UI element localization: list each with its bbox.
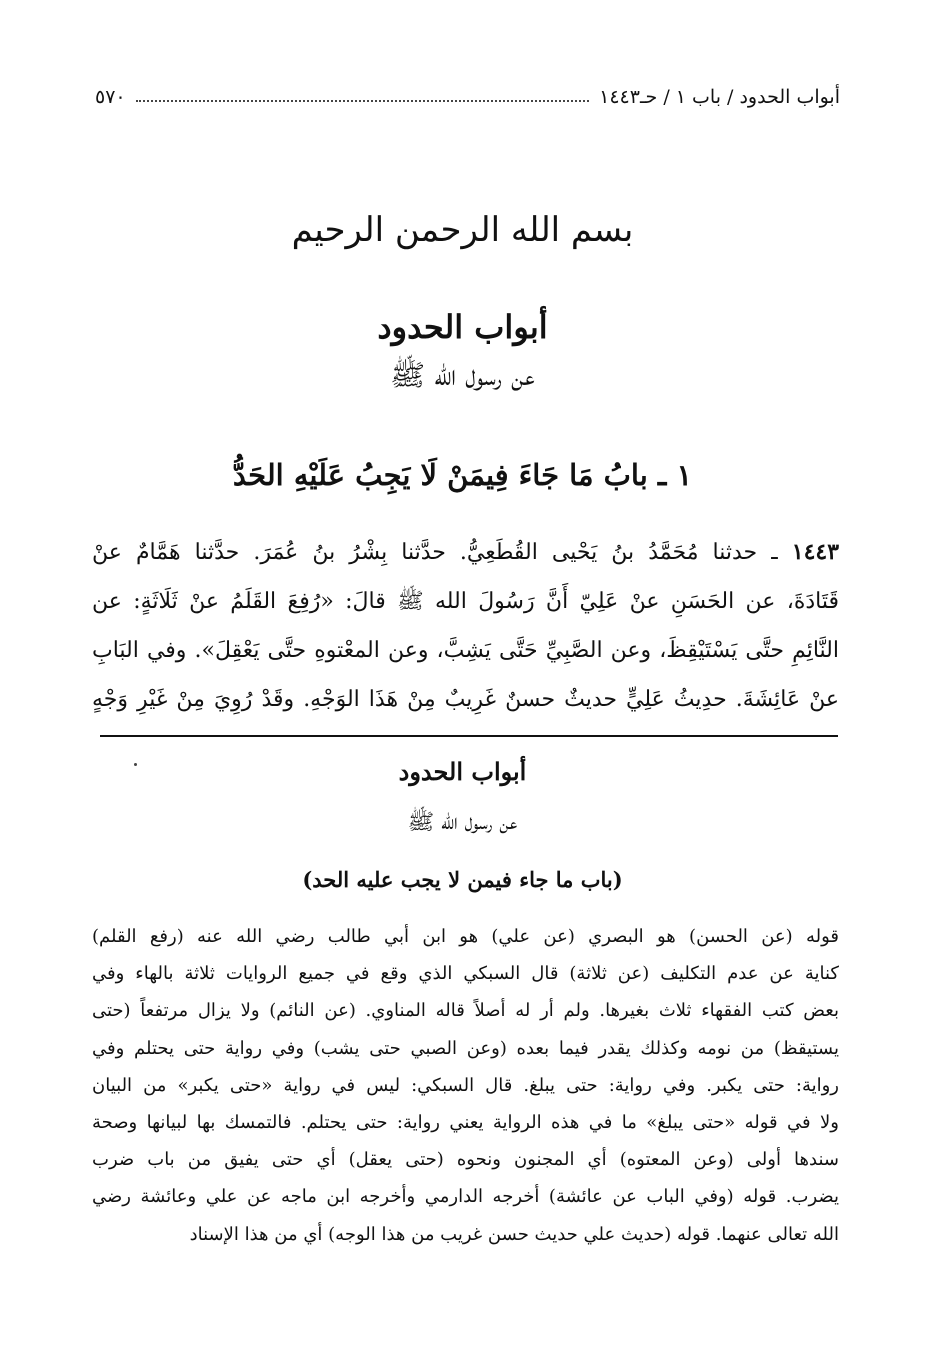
dotted-leader [136, 100, 590, 102]
running-header [95, 80, 840, 114]
book-subtitle: عن رسول الله ﷺ [390, 358, 535, 392]
hadith-line: النَّائِمِ حتَّى يَسْتَيْقِظَ، وعن الصَّبِيِّ حَتَّى يَشِبَّ، وعن المعْتوهِ حتَّى يَعْقِلَ». وفي البَابِ [92, 638, 839, 663]
commentary-line: الله تعالى عنهما. قوله (حديث علي حديث حسن غريب من هذا الوجه) أي من هذا الإسناد [189, 1223, 839, 1245]
running-header-title: أبواب الحدود / باب ١ / حـ١٤٤٣ [599, 86, 840, 108]
commentary-subtitle: عن رسول الله ﷺ [407, 810, 518, 835]
commentary-line: يستيقظ) من نومه وكذلك يقدر فيما بعده (وعن الصبي حتى يشب) وفي رواية حتى يحتلم وفي [92, 1037, 839, 1059]
book-title: أبواب الحدود [377, 308, 548, 346]
hadith-line: عنْ عَائِشَةَ. حدِيثُ عَلِيٍّ حديثٌ حسنٌ غَرِيبٌ مِنْ هَذَا الوَجْهِ. وقَدْ رُوِيَ مِنْ غَيْرِ وَجْهٍ [92, 687, 839, 712]
hadith-line-text: ـ حدثنا مُحَمَّدُ بنُ يَحْيى القُطَعِيُّ. حدَّثنا بِشْرُ بنُ عُمَرَ. حدَّثنا هَمَّامٌ عنْ [92, 540, 778, 565]
footnote-divider [100, 735, 838, 737]
commentary-text [92, 918, 839, 1253]
hadith-text [92, 528, 839, 724]
commentary-line: بعض كتب الفقهاء ثلاث بغيرها. ولم أر له أصلاً قاله المناوي. (عن النائم) ولا يزال مرتفعاً (حتى [92, 1000, 839, 1022]
commentary-line: رواية: حتى يكبر. وفي رواية: حتى يبلغ. قال السبكي: ليس في رواية «حتى يكبر» من البيان [92, 1074, 839, 1096]
hadith-number: ١٤٤٣ [791, 539, 840, 565]
commentary-line: كناية عن عدم التكليف (عن ثلاثة) قال السبكي الذي وقع في جميع الروايات ثلاثة بالهاء وفي [92, 963, 839, 985]
commentary-line: قوله (عن الحسن) هو البصري (عن علي) هو ابن أبي طالب رضي الله عنه (رفع القلم) [92, 926, 839, 947]
chapter-heading: ١ ـ بابُ مَا جَاءَ فِيمَنْ لَا يَجِبُ عَلَيْهِ الحَدُّ [232, 458, 693, 492]
hadith-line: قَتَادَةَ، عن الحَسَنِ عنْ عَلِيّ أَنَّ رَسُولَ الله ﷺ قالَ: «رُفِعَ القَلَمُ عنْ ثَلَاثَةٍ: عن [92, 589, 839, 614]
commentary-line: سندها أولى (وعن المعتوه) أي المجنون ونحوه (حتى يعقل) أي حتى يفيق من باب ضرب [92, 1149, 839, 1171]
commentary-line: يضرب. قوله (وفي الباب عن عائشة) أخرجه الدارمي وأخرجه ابن ماجه عن علي وعائشة رضي [92, 1186, 839, 1208]
basmala: بسم الله الرحمن الرحيم [291, 210, 634, 250]
hadith-line [92, 528, 839, 577]
commentary-chapter: (باب ما جاء فيمن لا يجب عليه الحد) [302, 867, 623, 892]
page-number: ٥٧٠ [95, 86, 126, 108]
commentary-title: أبواب الحدود [398, 757, 527, 786]
commentary-line: ولا في قوله «حتى يبلغ» ما في هذه الرواية يعني رواية: حتى يحتلم. فالتمسك بها لبيانها وصحة [92, 1111, 839, 1133]
